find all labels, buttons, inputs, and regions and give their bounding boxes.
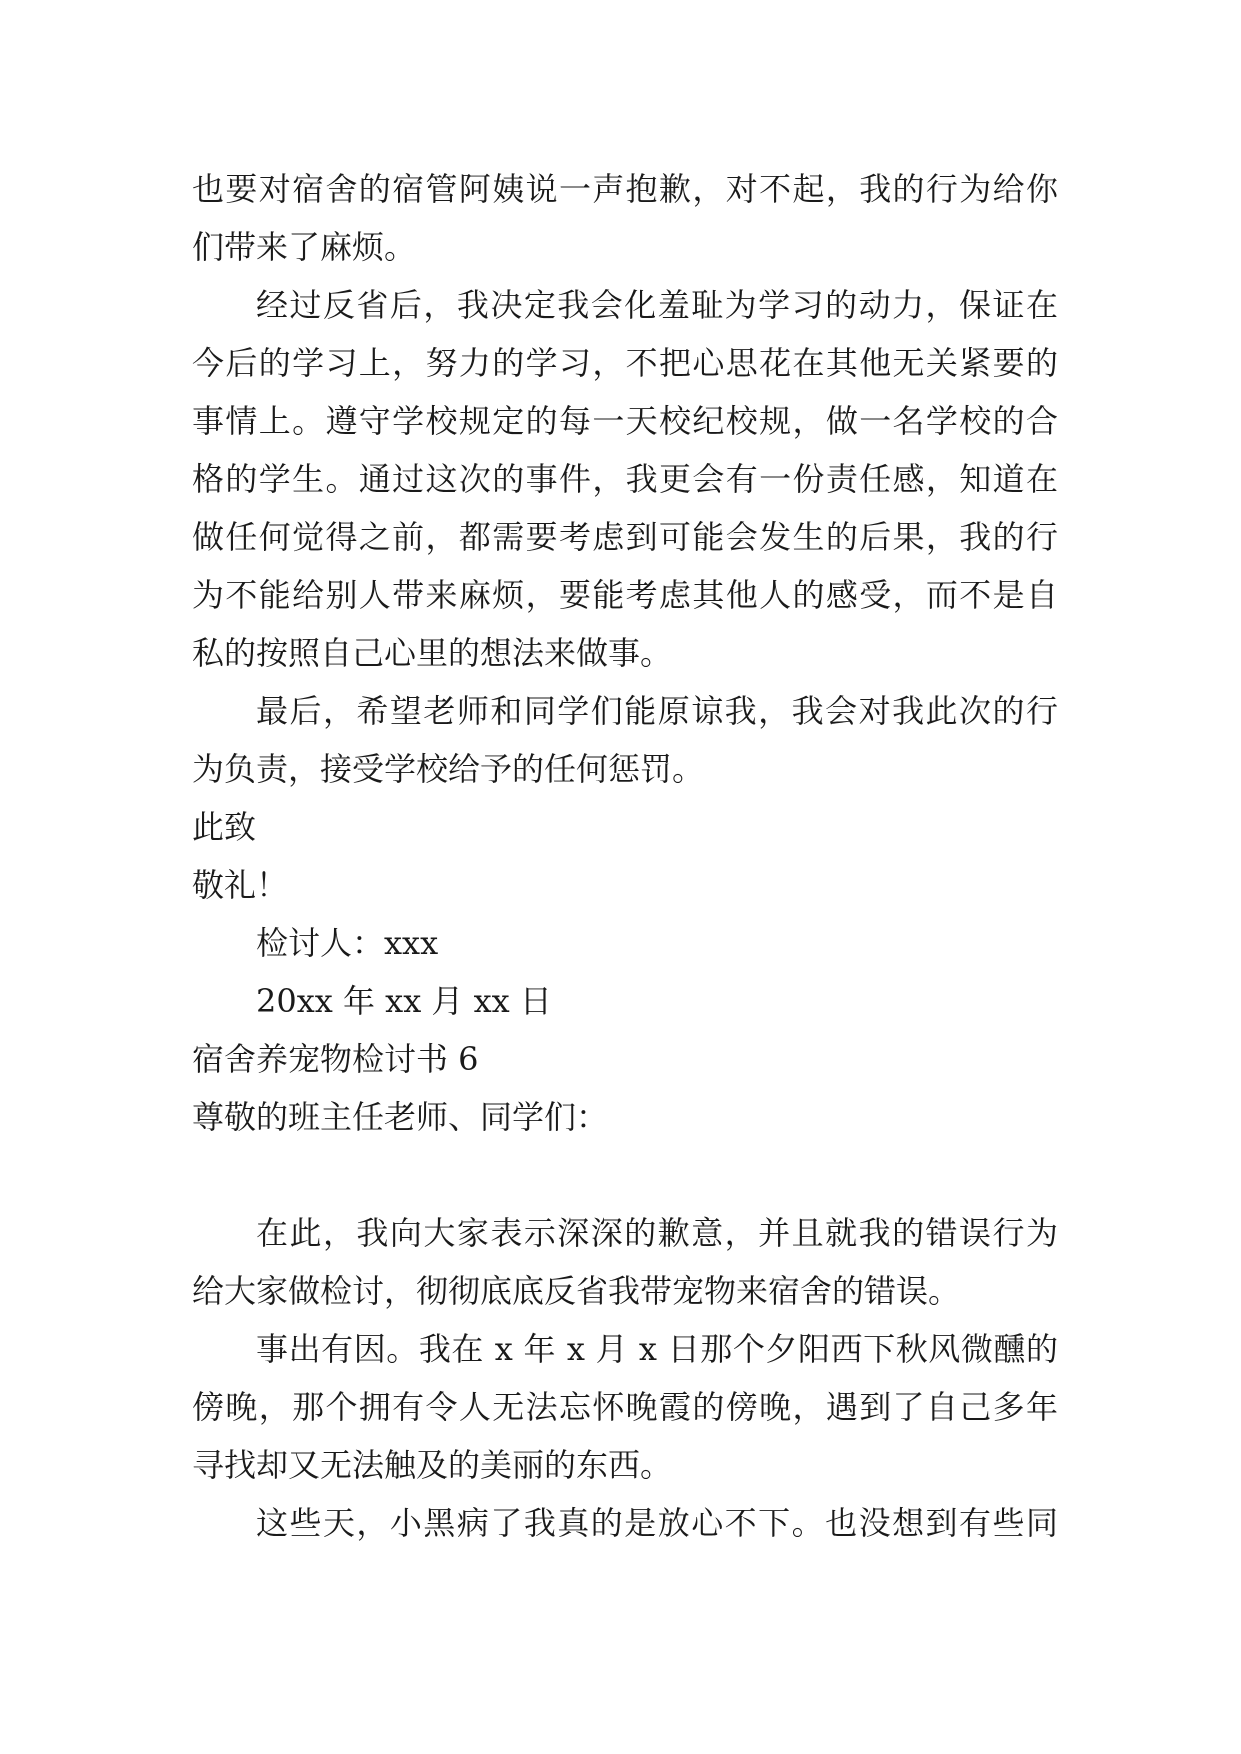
paragraph-start-line: 事出有因。我在 x 年 x 月 x 日那个夕阳西下秋风微醺的 (256, 1330, 1058, 1368)
text-line: 为不能给别人带来麻烦，要能考虑其他人的感受，而不是自 (192, 576, 1058, 614)
text-line: 寻找却又无法触及的美丽的东西。 (192, 1446, 673, 1484)
closing-regards: 敬礼！ (192, 866, 289, 904)
text-line: 为负责，接受学校给予的任何惩罚。 (192, 750, 705, 788)
text-line: 今后的学习上，努力的学习，不把心思花在其他无关紧要的 (192, 344, 1058, 382)
paragraph-start-line: 在此，我向大家表示深深的歉意，并且就我的错误行为 (256, 1214, 1058, 1252)
document-page (192, 160, 1058, 1552)
paragraph-start-line: 经过反省后，我决定我会化羞耻为学习的动力，保证在 (256, 286, 1058, 324)
text-line: 事情上。遵守学校规定的每一天校纪校规，做一名学校的合 (192, 402, 1058, 440)
date-line: 20xx 年 xx 月 xx 日 (256, 982, 552, 1020)
text-line: 也要对宿舍的宿管阿姨说一声抱歉，对不起，我的行为给你 (192, 170, 1058, 208)
signature-line: 检讨人：xxx (256, 924, 439, 962)
text-line: 格的学生。通过这次的事件，我更会有一份责任感，知道在 (192, 460, 1058, 498)
closing-salutation: 此致 (192, 808, 257, 846)
text-line: 们带来了麻烦。 (192, 228, 417, 266)
paragraph-start-line: 这些天，小黑病了我真的是放心不下。也没想到有些同 (256, 1504, 1058, 1542)
text-line: 私的按照自己心里的想法来做事。 (192, 634, 673, 672)
text-line: 傍晚，那个拥有令人无法忘怀晚霞的傍晚，遇到了自己多年 (192, 1388, 1058, 1426)
paragraph-start-line: 最后，希望老师和同学们能原谅我，我会对我此次的行 (256, 692, 1058, 730)
text-line: 做任何觉得之前，都需要考虑到可能会发生的后果，我的行 (192, 518, 1058, 556)
section-title: 宿舍养宠物检讨书 6 (192, 1040, 479, 1078)
text-line: 给大家做检讨，彻彻底底反省我带宠物来宿舍的错误。 (192, 1272, 961, 1310)
greeting-line: 尊敬的班主任老师、同学们： (192, 1098, 609, 1136)
blank-line (192, 1146, 1058, 1204)
